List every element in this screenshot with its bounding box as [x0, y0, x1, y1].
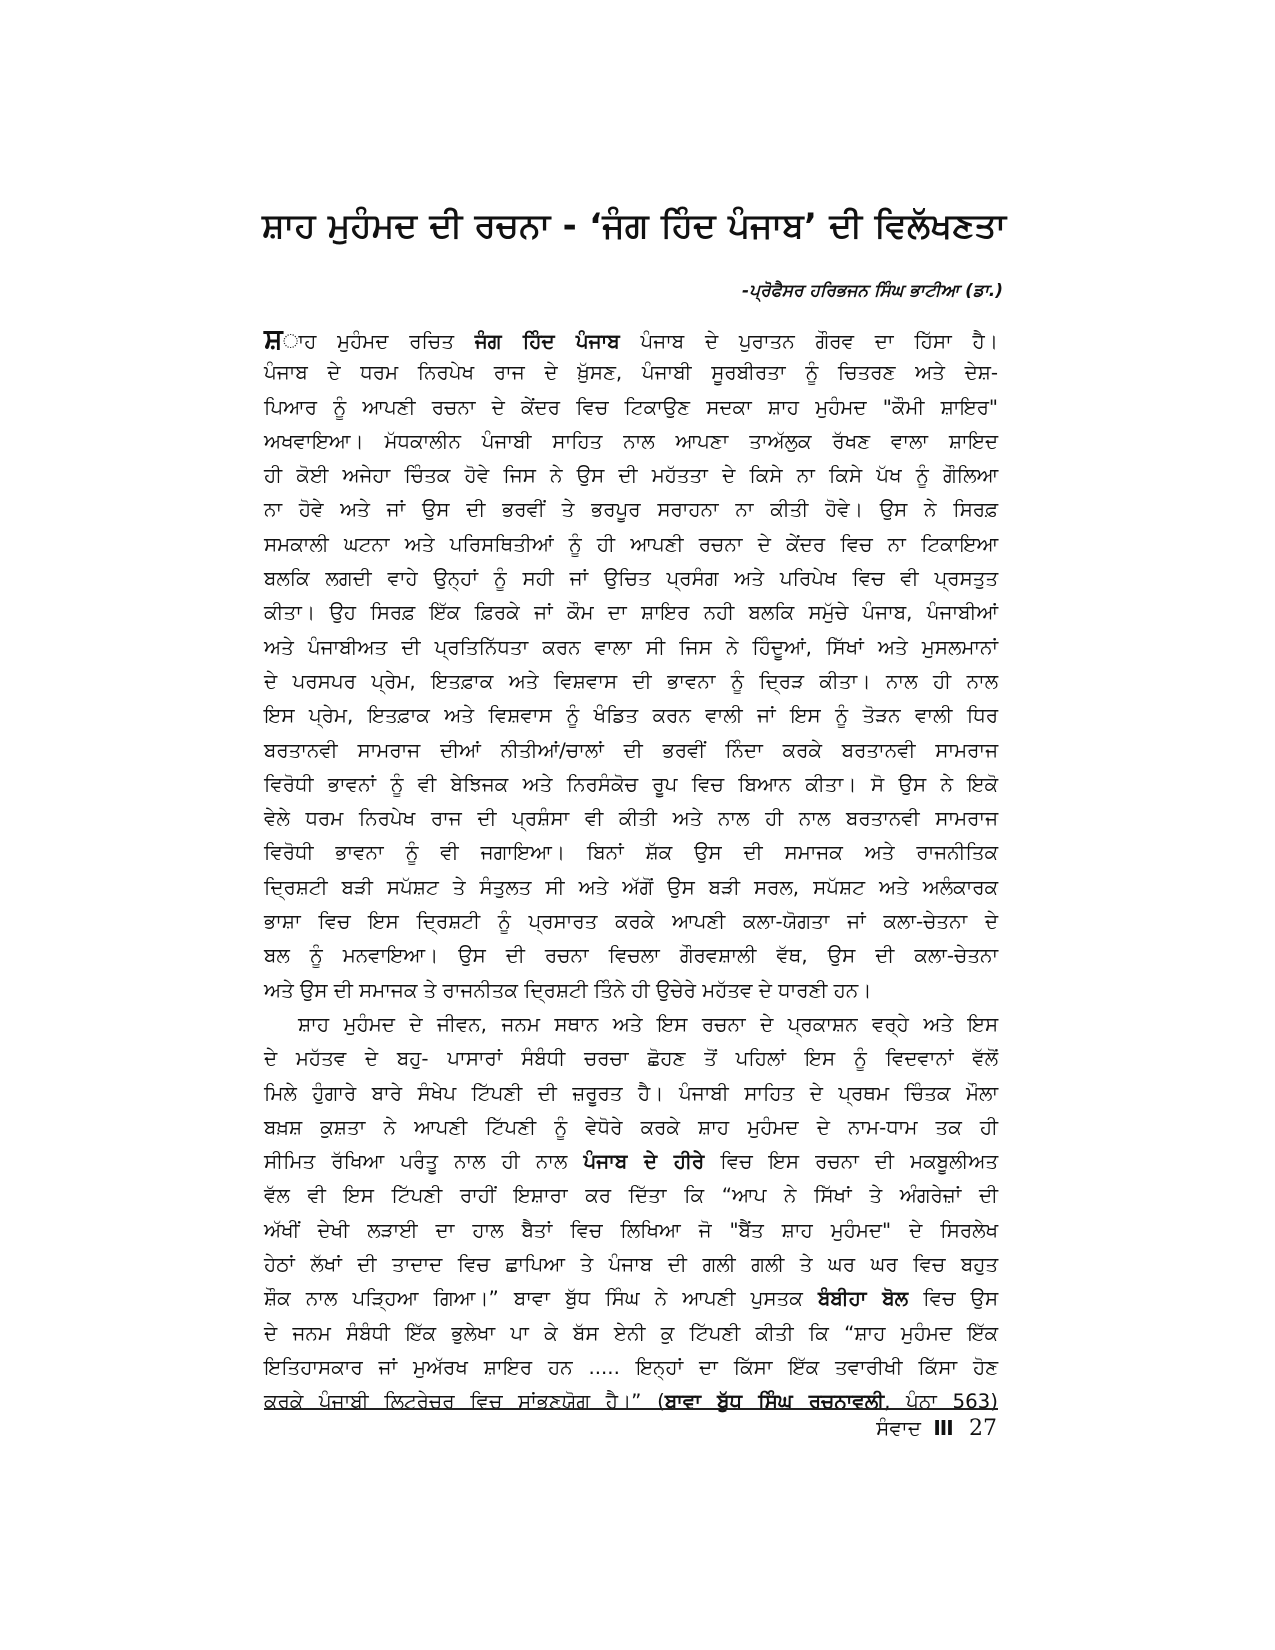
body-line: [264, 322, 998, 356]
body-line: ਬਲ ਨੂੰ ਮਨਵਾਇਆ। ਉਸ ਦੀ ਰਚਨਾ ਵਿਚਲਾ ਗੌਰਵਸ਼ਾਲੀ ਵੱਥ, ਉਸ ਦੀ ਕਲਾ-ਚੇਤਨਾ: [264, 944, 998, 968]
paragraph-1: [264, 322, 998, 1008]
journal-name: ਸੰਵਾਦ: [876, 1416, 921, 1440]
body-line: [264, 1282, 998, 1316]
body-line: ਵੱਲ ਵੀ ਇਸ ਟਿੱਪਣੀ ਰਾਹੀਂ ਇਸ਼ਾਰਾ ਕਰ ਦਿੱਤਾ ਕਿ “ਆਪ ਨੇ ਸਿੱਖਾਂ ਤੇ ਅੰਗਰੇਜ਼ਾਂ ਦੀ: [264, 1184, 998, 1208]
line-text: ਸੀਮਿਤ ਰੱਖਿਆ ਪਰੰਤੂ ਨਾਲ ਹੀ ਨਾਲ: [264, 1150, 584, 1174]
citation-bold: ਬਾਵਾ ਬੁੱਧ ਸਿੰਘ ਰਚਨਾਵਲੀ: [664, 1390, 885, 1414]
body-line: ਪਿਆਰ ਨੂੰ ਆਪਣੀ ਰਚਨਾ ਦੇ ਕੇਂਦਰ ਵਿਚ ਟਿਕਾਉਣ ਸਦਕਾ ਸ਼ਾਹ ਮੁਹੰਮਦ "ਕੌਮੀ ਸ਼ਾਇਰ": [264, 395, 998, 419]
article-body: [264, 322, 998, 1420]
line-text: , ਪੰਨਾ 563): [884, 1390, 998, 1414]
body-line: ਇਸ ਪ੍ਰੇਮ, ਇਤਫ਼ਾਕ ਅਤੇ ਵਿਸ਼ਵਾਸ ਨੂੰ ਖੰਡਿਤ ਕਰਨ ਵਾਲੀ ਜਾਂ ਇਸ ਨੂੰ ਤੋੜਨ ਵਾਲੀ ਧਿਰ: [264, 704, 998, 728]
body-line: ਵਿਰੋਧੀ ਭਾਵਨਾਂ ਨੂੰ ਵੀ ਬੇਝਿਜਕ ਅਤੇ ਨਿਰਸੰਕੋਚ ਰੂਪ ਵਿਚ ਬਿਆਨ ਕੀਤਾ। ਸੋ ਉਸ ਨੇ ਇਕੋ: [264, 772, 998, 796]
line-text: ਵਿਚ ਇਸ ਰਚਨਾ ਦੀ ਮਕਬੂਲੀਅਤ: [704, 1150, 999, 1174]
line-text: ਸ਼ੌਕ ਨਾਲ ਪੜ੍ਹਿਆ ਗਿਆ।” ਬਾਵਾ ਬੁੱਧ ਸਿੰਘ ਨੇ ਆਪਣੀ ਪੁਸਤਕ: [264, 1287, 818, 1311]
body-line: ਦੇ ਜਨਮ ਸੰਬੰਧੀ ਇੱਕ ਭੁਲੇਖਾ ਪਾ ਕੇ ਬੱਸ ਏਨੀ ਕੁ ਟਿੱਪਣੀ ਕੀਤੀ ਕਿ “ਸ਼ਾਹ ਮੁਹੰਮਦ ਇੱਕ: [264, 1321, 998, 1345]
body-line: ਦ੍ਰਿਸ਼ਟੀ ਬੜੀ ਸਪੱਸ਼ਟ ਤੇ ਸੰਤੁਲਤ ਸੀ ਅਤੇ ਅੱਗੋਂ ਉਸ ਬੜੀ ਸਰਲ, ਸਪੱਸ਼ਟ ਅਤੇ ਅਲੰਕਾਰਕ: [264, 875, 998, 899]
body-line: ਬਖ਼ਸ਼ ਕੁਸ਼ਤਾ ਨੇ ਆਪਣੀ ਟਿੱਪਣੀ ਨੂੰ ਵੇਧੋਰੇ ਕਰਕੇ ਸ਼ਾਹ ਮੁਹੰਮਦ ਦੇ ਨਾਮ-ਧਾਮ ਤਕ ਹੀ: [264, 1115, 998, 1139]
body-line: [264, 1385, 998, 1419]
body-line: ਹੇਠਾਂ ਲੱਖਾਂ ਦੀ ਤਾਦਾਦ ਵਿਚ ਛਾਪਿਆ ਤੇ ਪੰਜਾਬ ਦੀ ਗਲੀ ਗਲੀ ਤੇ ਘਰ ਘਰ ਵਿਚ ਬਹੁਤ: [264, 1253, 998, 1277]
body-line: ਦੇ ਪਰਸਪਰ ਪ੍ਰੇਮ, ਇਤਫ਼ਾਕ ਅਤੇ ਵਿਸ਼ਵਾਸ ਦੀ ਭਾਵਨਾ ਨੂੰ ਦ੍ਰਿੜ ਕੀਤਾ। ਨਾਲ ਹੀ ਨਾਲ: [264, 669, 998, 693]
body-line: ਅਤੇ ਉਸ ਦੀ ਸਮਾਜਕ ਤੇ ਰਾਜਨੀਤਕ ਦ੍ਰਿਸ਼ਟੀ ਤਿੰਨੇ ਹੀ ਉਚੇਰੇ ਮਹੱਤਵ ਦੇ ਧਾਰਣੀ ਹਨ।: [264, 978, 872, 1002]
body-line: ਦੇ ਮਹੱਤਵ ਦੇ ਬਹੁ- ਪਾਸਾਰਾਂ ਸੰਬੰਧੀ ਚਰਚਾ ਛੋਹਣ ਤੋਂ ਪਹਿਲਾਂ ਇਸ ਨੂੰ ਵਿਦਵਾਨਾਂ ਵੱਲੋਂ: [264, 1047, 998, 1071]
body-line: ਨਾ ਹੋਵੇ ਅਤੇ ਜਾਂ ਉਸ ਦੀ ਭਰਵੀਂ ਤੇ ਭਰਪੂਰ ਸਰਾਹਨਾ ਨਾ ਕੀਤੀ ਹੋਵੇ। ਉਸ ਨੇ ਸਿਰਫ਼: [264, 498, 998, 522]
book-title-bold: ਬੰਬੀਹਾ ਬੋਲ: [817, 1287, 908, 1311]
body-line: ਇਤਿਹਾਸਕਾਰ ਜਾਂ ਮੁਅੱਰਖ ਸ਼ਾਇਰ ਹਨ ..... ਇਨ੍ਹਾਂ ਦਾ ਕਿੱਸਾ ਇੱਕ ਤਵਾਰੀਖੀ ਕਿੱਸਾ ਹੋਣ: [264, 1355, 998, 1379]
body-line: ਅੱਖੀਂ ਦੇਖੀ ਲੜਾਈ ਦਾ ਹਾਲ ਬੈਤਾਂ ਵਿਚ ਲਿਖਿਆ ਜੋ "ਬੈਂਤ ਸ਼ਾਹ ਮੁਹੰਮਦ" ਦੇ ਸਿਰਲੇਖ: [264, 1218, 998, 1242]
line-text: ਪੰਜਾਬ ਦੇ ਪੁਰਾਤਨ ਗੌਰਵ ਦਾ ਹਿੱਸਾ ਹੈ।: [619, 330, 998, 353]
body-line: ਅਖਵਾਇਆ। ਮੱਧਕਾਲੀਨ ਪੰਜਾਬੀ ਸਾਹਿਤ ਨਾਲ ਆਪਣਾ ਤਾਅੱਲੁਕ ਰੱਖਣ ਵਾਲਾ ਸ਼ਾਇਦ: [264, 429, 998, 453]
body-line: ਵਿਰੋਧੀ ਭਾਵਨਾ ਨੂੰ ਵੀ ਜਗਾਇਆ। ਬਿਨਾਂ ਸ਼ੱਕ ਉਸ ਦੀ ਸਮਾਜਕ ਅਤੇ ਰਾਜਨੀਤਿਕ: [264, 841, 998, 865]
body-line: ਮਿਲੇ ਹੁੰਗਾਰੇ ਬਾਰੇ ਸੰਖੇਪ ਟਿੱਪਣੀ ਦੀ ਜ਼ਰੂਰਤ ਹੈ। ਪੰਜਾਬੀ ਸਾਹਿਤ ਦੇ ਪ੍ਰਥਮ ਚਿੰਤਕ ਮੌਲਾ: [264, 1081, 998, 1105]
article-author: -ਪ੍ਰੋਫੈਸਰ ਹਰਿਭਜਨ ਸਿੰਘ ਭਾਟੀਆ (ਡਾ.): [742, 281, 1003, 301]
book-title-bold: ਪੰਜਾਬ ਦੇ ਹੀਰੇ: [583, 1150, 705, 1174]
book-title-bold: ਜੰਗ ਹਿੰਦ ਪੰਜਾਬ: [474, 330, 620, 353]
page-footer: [876, 1416, 997, 1441]
body-line: ਹੀ ਕੋਈ ਅਜੇਹਾ ਚਿੰਤਕ ਹੋਵੇ ਜਿਸ ਨੇ ਉਸ ਦੀ ਮਹੱਤਤਾ ਦੇ ਕਿਸੇ ਨਾ ਕਿਸੇ ਪੱਖ ਨੂੰ ਗੌਲਿਆ: [264, 464, 998, 488]
body-line: ਵੇਲੇ ਧਰਮ ਨਿਰਪੇਖ ਰਾਜ ਦੀ ਪ੍ਰਸ਼ੰਸਾ ਵੀ ਕੀਤੀ ਅਤੇ ਨਾਲ ਹੀ ਨਾਲ ਬਰਤਾਨਵੀ ਸਾਮਰਾਜ: [264, 807, 998, 831]
body-line: ਸ਼ਾਹ ਮੁਹੰਮਦ ਦੇ ਜੀਵਨ, ਜਨਮ ਸਥਾਨ ਅਤੇ ਇਸ ਰਚਨਾ ਦੇ ਪ੍ਰਕਾਸ਼ਨ ਵਰ੍ਹੇ ਅਤੇ ਇਸ: [298, 1012, 998, 1036]
line-text: ਾਹ ਮੁਹੰਮਦ ਰਚਿਤ: [282, 330, 475, 353]
article-title: ਸ਼ਾਹ ਮੁਹੰਮਦ ਦੀ ਰਚਨਾ - ‘ਜੰਗ ਹਿੰਦ ਪੰਜਾਬ’ ਦੀ ਵਿਲੱਖਣਤਾ: [262, 206, 1007, 246]
line-text: ਵਿਚ ਉਸ: [907, 1287, 999, 1311]
body-line: [264, 1145, 998, 1179]
body-line: ਬਲਕਿ ਲਗਦੀ ਵਾਹੇ ਉਨ੍ਹਾਂ ਨੂੰ ਸਹੀ ਜਾਂ ਉਚਿਤ ਪ੍ਰਸੰਗ ਅਤੇ ਪਰਿਪੇਖ ਵਿਚ ਵੀ ਪ੍ਰਸਤੁਤ: [264, 567, 998, 591]
drop-initial: ਸ਼: [264, 322, 283, 355]
body-line: ਕੀਤਾ। ਉਹ ਸਿਰਫ਼ ਇੱਕ ਫ਼ਿਰਕੇ ਜਾਂ ਕੌਮ ਦਾ ਸ਼ਾਇਰ ਨਹੀ ਬਲਕਿ ਸਮੁੱਚੇ ਪੰਜਾਬ, ਪੰਜਾਬੀਆਂ: [264, 601, 998, 625]
footer-separator: III: [933, 1416, 953, 1440]
paragraph-2: [264, 1008, 998, 1420]
body-line: ਅਤੇ ਪੰਜਾਬੀਅਤ ਦੀ ਪ੍ਰਤਿਨਿੱਧਤਾ ਕਰਨ ਵਾਲਾ ਸੀ ਜਿਸ ਨੇ ਹਿੰਦੂਆਂ, ਸਿੱਖਾਂ ਅਤੇ ਮੁਸਲਮਾਨਾਂ: [264, 635, 998, 659]
page-number: 27: [969, 1416, 997, 1441]
body-line: ਬਰਤਾਨਵੀ ਸਾਮਰਾਜ ਦੀਆਂ ਨੀਤੀਆਂ/ਚਾਲਾਂ ਦੀ ਭਰਵੀਂ ਨਿੰਦਾ ਕਰਕੇ ਬਰਤਾਨਵੀ ਸਾਮਰਾਜ: [264, 738, 998, 762]
body-line: ਭਾਸ਼ਾ ਵਿਚ ਇਸ ਦ੍ਰਿਸ਼ਟੀ ਨੂੰ ਪ੍ਰਸਾਰਤ ਕਰਕੇ ਆਪਣੀ ਕਲਾ-ਯੋਗਤਾ ਜਾਂ ਕਲਾ-ਚੇਤਨਾ ਦੇ: [264, 910, 998, 934]
body-line: ਸਮਕਾਲੀ ਘਟਨਾ ਅਤੇ ਪਰਿਸਥਿਤੀਆਂ ਨੂੰ ਹੀ ਆਪਣੀ ਰਚਨਾ ਦੇ ਕੇਂਦਰ ਵਿਚ ਨਾ ਟਿਕਾਇਆ: [264, 532, 998, 556]
line-text: ਕਰਕੇ ਪੰਜਾਬੀ ਲਿਟਰੇਚਰ ਵਿਚ ਸਾਂਭਣਯੋਗ ਹੈ।” (: [264, 1390, 665, 1414]
footer-divider: [264, 1408, 998, 1410]
body-line: ਪੰਜਾਬ ਦੇ ਧਰਮ ਨਿਰਪੇਖ ਰਾਜ ਦੇ ਖ਼ੁੱਸਣ, ਪੰਜਾਬੀ ਸੂਰਬੀਰਤਾ ਨੂੰ ਚਿਤਰਣ ਅਤੇ ਦੇਸ਼-: [264, 361, 998, 385]
